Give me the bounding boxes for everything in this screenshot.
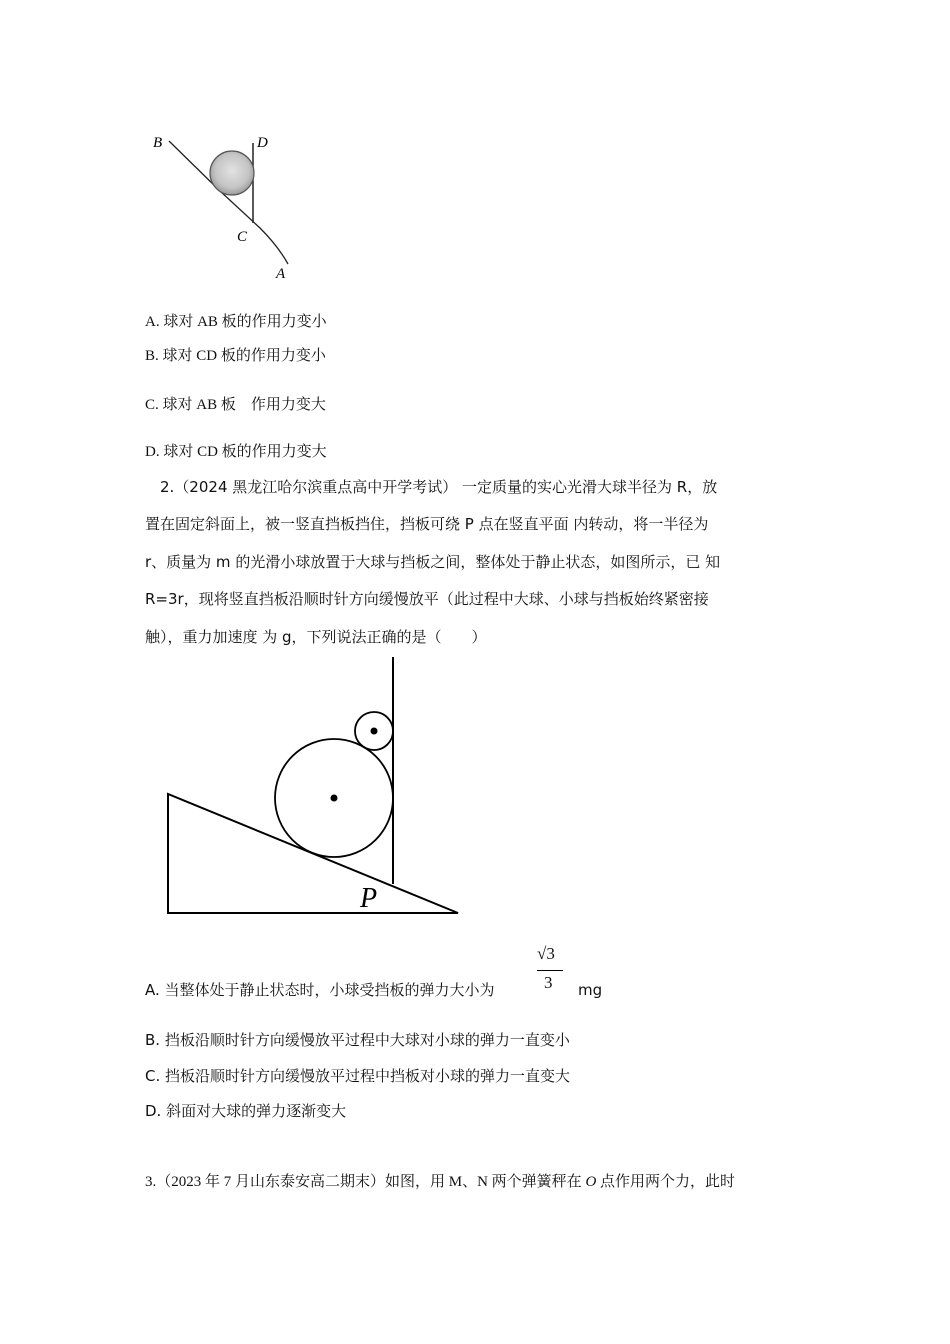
q2-stem-line-5: 触），重力加速度 为 g，下列说法正确的是（ ）	[145, 628, 487, 646]
q1-option-b: B. 球对 CD 板的作用力变小	[145, 348, 326, 364]
sqrt3-over-3-fraction	[535, 944, 565, 996]
q2-stem-line-1: 2.（2024 黑龙江哈尔滨重点高中开学考试） 一定质量的实心光滑大球半径为 R，放	[160, 478, 718, 496]
q2-option-c: C. 挡板沿顺时针方向缓慢放平过程中挡板对小球的弹力一直变大	[145, 1067, 571, 1085]
fraction-bar	[537, 970, 563, 971]
q1-option-d: D. 球对 CD 板的作用力变大	[145, 444, 327, 460]
figure-incline-balls-board	[160, 652, 480, 922]
q3-stem-line-1	[145, 1172, 735, 1192]
q1-option-c: C. 球对 AB 板 作用力变大	[145, 397, 326, 413]
q2-stem-line-3: r、质量为 m 的光滑小球放置于大球与挡板之间，整体处于静止状态，如图所示，已 知	[145, 553, 721, 571]
q3-text-before: 3.（2023 年 7 月山东泰安高二期末）如图，用 M、N 两个弹簧秤在	[145, 1174, 586, 1190]
q2-option-b: B. 挡板沿顺时针方向缓慢放平过程中大球对小球的弹力一直变小	[145, 1031, 570, 1049]
q2-stem-line-4: R=3r，现将竖直挡板沿顺时针方向缓慢放平（此过程中大球、小球与挡板始终紧密接	[145, 590, 709, 608]
q2-option-a-unit: mg	[578, 981, 603, 999]
q2-stem-line-2: 置在固定斜面上，被一竖直挡板挡住，挡板可绕 P 点在竖直平面 内转动，将一半径为	[145, 515, 709, 533]
small-ball-center	[371, 728, 378, 735]
fraction-denominator: 3	[544, 973, 553, 992]
label-a: A	[276, 266, 286, 282]
fraction-numerator: √3	[537, 944, 555, 963]
label-d: D	[257, 135, 268, 151]
label-c: C	[237, 229, 248, 245]
q2-option-a: A. 当整体处于静止状态时，小球受挡板的弹力大小为	[145, 981, 495, 999]
label-b: B	[153, 135, 163, 151]
q3-text-after: 点作用两个力，此时	[596, 1174, 736, 1190]
figure-ball-between-boards	[145, 128, 305, 288]
q3-point-o: O	[585, 1174, 597, 1190]
ball	[210, 151, 254, 195]
label-p: P	[360, 883, 378, 914]
large-ball-center	[331, 795, 338, 802]
q1-option-a: A. 球对 AB 板的作用力变小	[145, 314, 327, 330]
q2-option-d: D. 斜面对大球的弹力逐渐变大	[145, 1102, 347, 1120]
